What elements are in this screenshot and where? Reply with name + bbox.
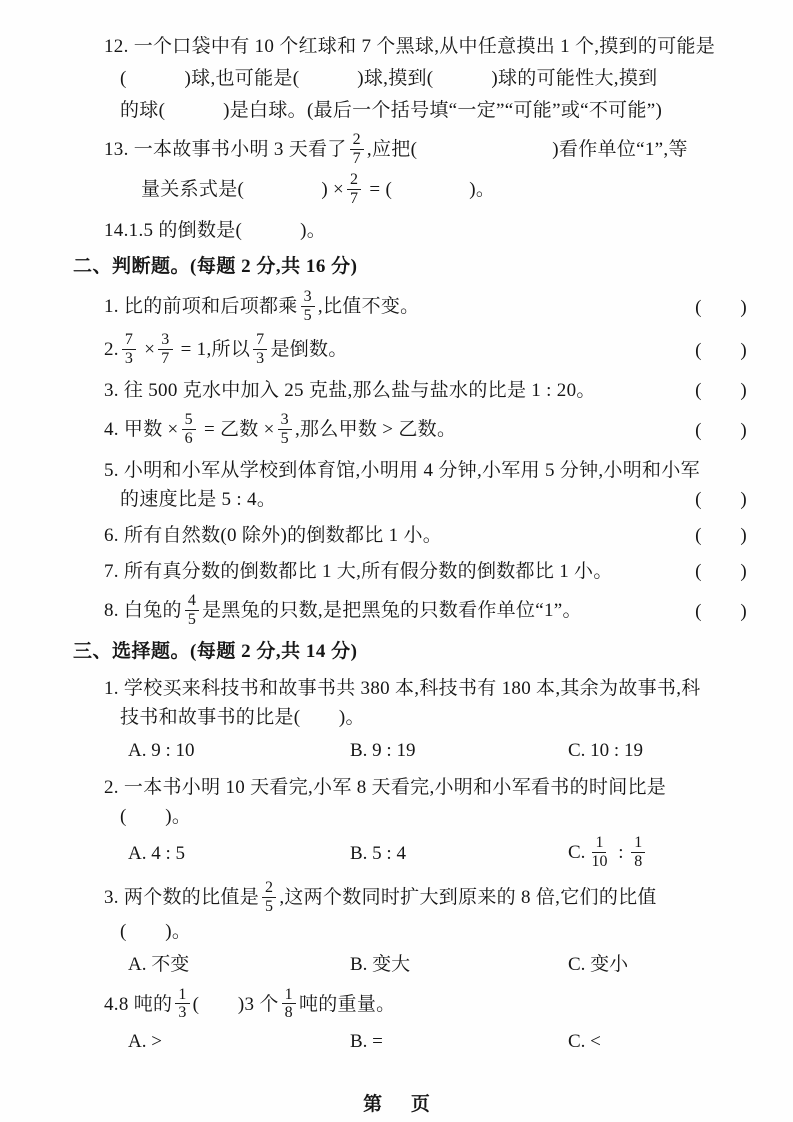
text-run: A. 9 : 10 — [128, 739, 195, 761]
fraction-numerator: 1 — [592, 834, 606, 853]
question-line — [120, 485, 747, 514]
text-run: A. 不变 — [128, 953, 190, 975]
text-run: 7. 所有真分数的倒数都比 1 大,所有假分数的倒数都比 1 小。 — [104, 561, 613, 583]
answer-bracket: ( ) — [695, 561, 747, 583]
fraction-denominator: 8 — [284, 1004, 293, 1022]
fraction — [158, 331, 172, 368]
fraction-numerator: 3 — [301, 288, 315, 307]
question-line — [104, 987, 793, 1024]
judgement-tf-5 — [0, 456, 793, 514]
text-run: C. — [568, 841, 586, 863]
fraction — [278, 411, 292, 448]
fraction — [282, 986, 296, 1023]
question-line — [104, 132, 793, 169]
text-run: B. 5 : 4 — [350, 842, 406, 864]
question-line — [120, 802, 793, 831]
fraction-denominator: 5 — [187, 610, 197, 628]
option-c — [568, 835, 648, 872]
answer-bracket: ( ) — [695, 489, 747, 511]
option-b — [350, 1027, 568, 1056]
question-text — [104, 332, 695, 369]
question-line — [104, 332, 747, 369]
question-line — [104, 773, 793, 802]
option-b — [350, 839, 568, 868]
text-run: ( )球,也可能是( )球,摸到( )球的可能性大,摸到 — [120, 68, 658, 89]
text-run: 是黑兔的只数,是把黑兔的只数看作单位“1”。 — [202, 599, 582, 621]
fraction-numerator: 7 — [122, 331, 136, 350]
answer-bracket: ( ) — [695, 296, 747, 318]
fraction-denominator: 6 — [184, 430, 193, 448]
fraction-numerator: 4 — [185, 592, 199, 611]
fraction-numerator: 2 — [347, 171, 361, 190]
fraction-numerator: 2 — [350, 131, 364, 150]
fraction — [175, 986, 189, 1023]
text-run: 是倒数。 — [270, 339, 348, 361]
text-run: 1. 比的前项和后项都乘 — [104, 295, 298, 317]
text-run: C. < — [568, 1031, 601, 1053]
question-line — [104, 456, 793, 485]
text-run: = 乙数 × — [198, 419, 275, 441]
option-a — [128, 839, 350, 868]
text-run: 4.8 吨的 — [104, 993, 173, 1015]
text-run: ( )。 — [120, 805, 192, 827]
text-run: 13. 一本故事书小明 3 天看了 — [104, 138, 347, 160]
question-text — [104, 593, 695, 630]
question-line — [120, 96, 793, 125]
choice-mc-3 — [0, 880, 793, 979]
option-c — [568, 950, 628, 979]
option-b — [350, 950, 568, 979]
text-run: C. 变小 — [568, 953, 629, 975]
fraction-denominator: 10 — [591, 852, 608, 870]
fraction-denominator: 7 — [350, 189, 359, 207]
question-line — [104, 674, 793, 703]
text-run: A. > — [128, 1031, 162, 1053]
section-heading-section-2: 二、判断题。(每题 2 分,共 16 分) — [73, 255, 358, 277]
fraction-denominator: 3 — [256, 350, 265, 368]
question-line — [120, 703, 793, 732]
question-line — [104, 32, 793, 61]
option-b — [350, 736, 568, 765]
answer-bracket: ( ) — [695, 380, 747, 402]
text-run: 技书和故事书的比是( )。 — [120, 706, 365, 728]
fraction-numerator: 2 — [262, 879, 276, 898]
question-line — [104, 593, 747, 630]
text-run: : — [613, 841, 629, 863]
exam-content — [0, 32, 793, 1056]
text-run: 8. 白兔的 — [104, 599, 182, 621]
judgement-tf-6 — [0, 521, 793, 550]
fraction-numerator: 5 — [182, 411, 196, 430]
fraction-denominator: 7 — [161, 350, 170, 368]
question-line — [104, 880, 793, 917]
judgement-tf-4 — [0, 412, 793, 449]
fraction-denominator: 8 — [634, 852, 643, 870]
text-run: = ( )。 — [364, 178, 496, 200]
question-line — [120, 917, 793, 946]
fraction-numerator: 1 — [282, 986, 296, 1005]
fraction — [253, 331, 267, 368]
fraction-numerator: 3 — [158, 331, 172, 350]
options-row — [128, 736, 793, 765]
option-a — [128, 950, 350, 979]
text-run: B. 9 : 19 — [350, 739, 416, 761]
fraction — [185, 592, 199, 629]
fraction-denominator: 3 — [178, 1004, 187, 1022]
text-run: = 1,所以 — [175, 339, 251, 361]
fraction — [347, 171, 361, 208]
fraction-numerator: 7 — [253, 331, 267, 350]
options-row — [128, 1027, 793, 1056]
fraction-numerator: 1 — [631, 834, 645, 853]
text-run: ( )。 — [120, 920, 192, 942]
question-line — [141, 172, 793, 209]
judgement-tf-8 — [0, 593, 793, 630]
fraction — [350, 131, 364, 168]
text-run: 3. 往 500 克水中加入 25 克盐,那么盐与盐水的比是 1 : 20。 — [104, 380, 596, 402]
text-run: ,这两个数同时扩大到原来的 8 倍,它们的比值 — [279, 886, 657, 908]
fraction — [588, 834, 610, 871]
text-run: ,应把( )看作单位“1”,等 — [366, 138, 688, 160]
question-line — [104, 376, 747, 405]
text-run: 3. 两个数的比值是 — [104, 886, 260, 908]
question-line — [104, 216, 793, 245]
text-run: B. = — [350, 1031, 383, 1053]
judgement-tf-1 — [0, 289, 793, 326]
question-q13 — [0, 132, 793, 209]
fraction — [262, 879, 276, 916]
fraction-numerator: 1 — [175, 986, 189, 1005]
text-run: 的速度比是 5 : 4。 — [120, 489, 277, 511]
section-heading-section-3: 三、选择题。(每题 2 分,共 14 分) — [73, 640, 358, 662]
fraction-denominator: 5 — [303, 306, 312, 324]
answer-bracket: ( ) — [695, 600, 747, 622]
question-text — [104, 289, 695, 326]
text-run: 1. 学校买来科技书和故事书共 380 本,科技书有 180 本,其余为故事书,科 — [104, 677, 701, 699]
fraction — [182, 411, 196, 448]
option-a — [128, 736, 350, 765]
judgement-tf-2 — [0, 332, 793, 369]
question-text — [104, 412, 695, 449]
question-line — [104, 412, 747, 449]
text-run: ,那么甲数 > 乙数。 — [294, 419, 457, 441]
answer-bracket: ( ) — [695, 340, 747, 362]
answer-bracket: ( ) — [695, 420, 747, 442]
text-run: 14.1.5 的倒数是( )。 — [104, 219, 327, 241]
options-row — [128, 835, 793, 872]
judgement-tf-7 — [0, 557, 793, 586]
question-text — [120, 485, 695, 514]
question-q14 — [0, 216, 793, 245]
choice-mc-1 — [0, 674, 793, 765]
question-line — [104, 289, 747, 326]
question-text — [104, 521, 695, 550]
option-c — [568, 736, 643, 765]
option-c — [568, 1027, 601, 1056]
fraction-denominator: 5 — [265, 897, 274, 915]
fraction-denominator: 7 — [352, 149, 361, 167]
text-run: 12. 一个口袋中有 10 个红球和 7 个黑球,从中任意摸出 1 个,摸到的可能是 — [104, 36, 716, 57]
choice-mc-4 — [0, 987, 793, 1057]
fraction — [301, 288, 315, 325]
text-run: A. 4 : 5 — [128, 842, 185, 864]
text-run: C. 10 : 19 — [568, 739, 643, 761]
text-run: B. 变大 — [350, 953, 411, 975]
fraction-denominator: 3 — [124, 350, 134, 368]
fraction-denominator: 5 — [280, 430, 289, 448]
question-text — [104, 376, 695, 405]
fraction — [122, 331, 136, 368]
text-run: 5. 小明和小军从学校到体育馆,小明用 4 分钟,小军用 5 分钟,小明和小军 — [104, 460, 700, 482]
page-footer: 第 页 — [363, 1094, 442, 1115]
options-row — [128, 950, 793, 979]
option-a — [128, 1027, 350, 1056]
fraction-numerator: 3 — [278, 411, 292, 430]
judgement-tf-3 — [0, 376, 793, 405]
text-run: ,比值不变。 — [317, 295, 420, 317]
fraction — [631, 834, 645, 871]
text-run: ( )3 个 — [192, 993, 279, 1015]
question-line — [120, 64, 793, 93]
question-line — [104, 557, 747, 586]
answer-bracket: ( ) — [695, 525, 747, 547]
text-run: 4. 甲数 × — [104, 419, 179, 441]
question-text — [104, 557, 695, 586]
text-run: 的球( )是白球。(最后一个括号填“一定”“可能”或“不可能”) — [120, 100, 663, 121]
text-run: 吨的重量。 — [298, 993, 396, 1015]
text-run: × — [139, 339, 156, 361]
text-run: 2. — [104, 339, 119, 361]
question-q12 — [0, 32, 793, 125]
text-run: 量关系式是( ) × — [141, 178, 345, 200]
text-run: 2. 一本书小明 10 天看完,小军 8 天看完,小明和小军看书的时间比是 — [104, 776, 667, 798]
question-line — [104, 521, 747, 550]
choice-mc-2 — [0, 773, 793, 872]
text-run: 6. 所有自然数(0 除外)的倒数都比 1 小。 — [104, 525, 443, 547]
